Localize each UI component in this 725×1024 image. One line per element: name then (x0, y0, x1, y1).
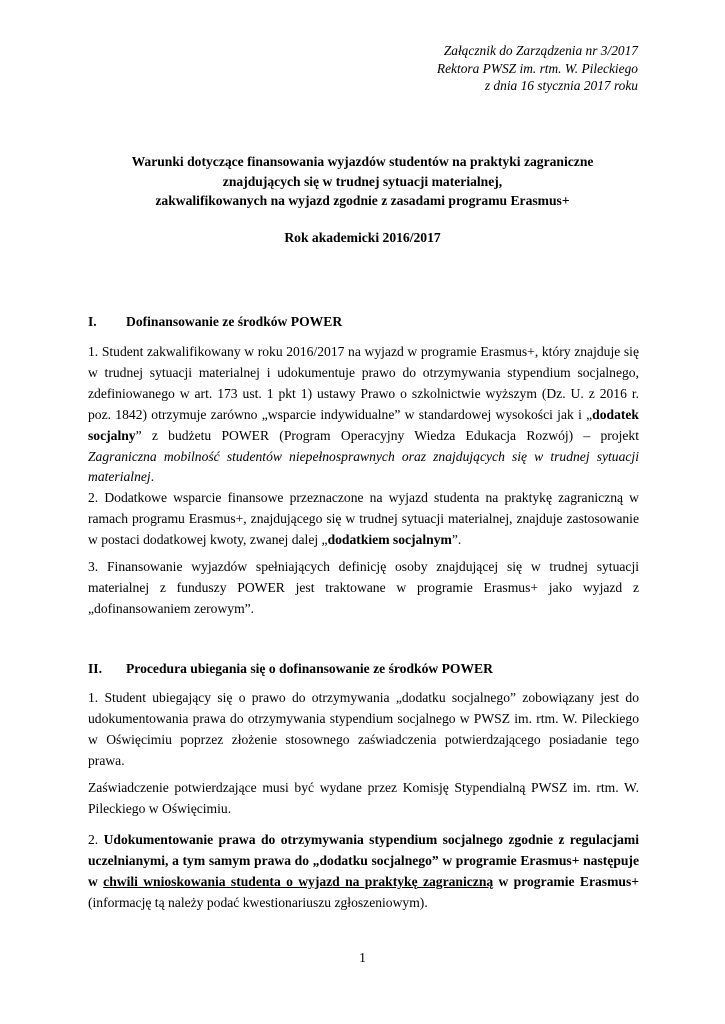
section-1-paragraph-2 (88, 488, 639, 551)
s1p1-project-title: Zagraniczna mobilność studentów niepełnosprawnych oraz znajdujących się w trudnej sytuacji materialnej (88, 448, 639, 485)
section-2-paragraph-3 (88, 830, 639, 914)
section-2-paragraph-1: 1. Student ubiegający się o prawo do otrzymywania „dodatku socjalnego” zobowiązany jest do udokumentowania prawa do otrzymywania stypendium socjalnego w PWSZ im. rtm. W. Pileckiego w Oświęcimiu poprzez złożenie stosownego zaświadczenia potwierdzającego posiadanie tego prawa. (88, 690, 639, 768)
academic-year: Rok akademicki 2016/2017 (284, 230, 441, 245)
header-line-2: Rektora PWSZ im. rtm. W. Pileckiego (436, 60, 638, 76)
section-1-paragraph-3: 3. Finansowanie wyjazdów spełniających definicję osoby znajdującej się w trudnej sytuacji materialnej z funduszy POWER jest traktowane w programie Erasmus+ jako wyjazd z „dofinansowaniem zerowym”. (88, 559, 639, 616)
title-line-1: Warunki dotyczące finansowania wyjazdów studentów na praktyki zagraniczne (131, 154, 594, 169)
section-2-number: II. (88, 661, 102, 676)
s1p2-bold-dodatkiem: dodatkiem socjalnym (327, 531, 452, 547)
s2p3-underlined-text: chwili wnioskowania studenta o wyjazd na praktykę zagraniczną (103, 873, 494, 889)
attachment-header (437, 42, 638, 95)
section-1-title: Dofinansowanie ze środków POWER (126, 314, 343, 329)
section-1-heading (88, 313, 342, 331)
header-line-1: Załącznik do Zarządzenia nr 3/2017 (443, 43, 638, 58)
document-title (60, 152, 665, 211)
s1p1-text-a: 1. Student zakwalifikowany w roku 2016/2017 na wyjazd w programie Erasmus+, który znajduje się w trudnej sytuacji materialnej i udokumentuje prawo do otrzymywania stypendium socjalnego, zdefiniowanego w art. 173 ust. 1 pkt 1) ustawy Prawo o szkolnictwie wyższym (Dz. U. z 2016 r. poz. 1842) otrzymuje zarówno „wsparcie indywidualne” w standardowej wysokości jak i „ (88, 344, 639, 422)
section-1-paragraph-1 (88, 342, 639, 488)
section-2-title: Procedura ubiegania się o dofinansowanie ze środków POWER (126, 661, 493, 676)
s1p1-bold-dodatek: dodatek socjalny (88, 406, 639, 443)
s2p3-text-e: (informację tą należy podać kwestionariuszu zgłoszeniowym). (88, 894, 428, 910)
s1p1-text-c: ” z budżetu POWER (Program Operacyjny Wiedza Edukacja Rozwój) – projekt (135, 427, 639, 443)
title-line-3: zakwalifikowanych na wyjazd zgodnie z zasadami programu Erasmus+ (155, 193, 570, 208)
section-1-number: I. (88, 314, 97, 329)
page-number: 1 (359, 950, 366, 965)
s2p3-text-a: 2. (88, 832, 104, 847)
s1p2-text-c: ”. (451, 531, 462, 547)
s2p3-bold-erasmus: w programie Erasmus+ (493, 873, 640, 889)
title-line-2: znajdujących się w trudnej sytuacji materialnej, (222, 173, 503, 189)
s1p2-text-a: 2. Dodatkowe wsparcie finansowe przeznaczone na wyjazd studenta na praktykę zagraniczną w ramach programu Erasmus+, znajdującego się w trudnej sytuacji materialnej, znajduje zastosowanie w postaci dodatkowej kwoty, zwanej dalej „ (88, 490, 639, 547)
section-2-heading (88, 660, 493, 678)
section-2-paragraph-2: Zaświadczenie potwierdzające musi być wydane przez Komisję Stypendialną PWSZ im. rtm. W. Pileckiego w Oświęcimiu. (88, 780, 639, 816)
s2p3-bold-text: Udokumentowanie prawa do otrzymywania stypendium socjalnego zgodnie z regulacjami uczelnianymi, a tym samym prawa do „dodatku socjalnego” w programie Erasmus+ następuje w (88, 832, 640, 889)
header-line-3: z dnia 16 stycznia 2017 roku (484, 78, 638, 93)
s1p1-text-e: . (150, 469, 155, 485)
